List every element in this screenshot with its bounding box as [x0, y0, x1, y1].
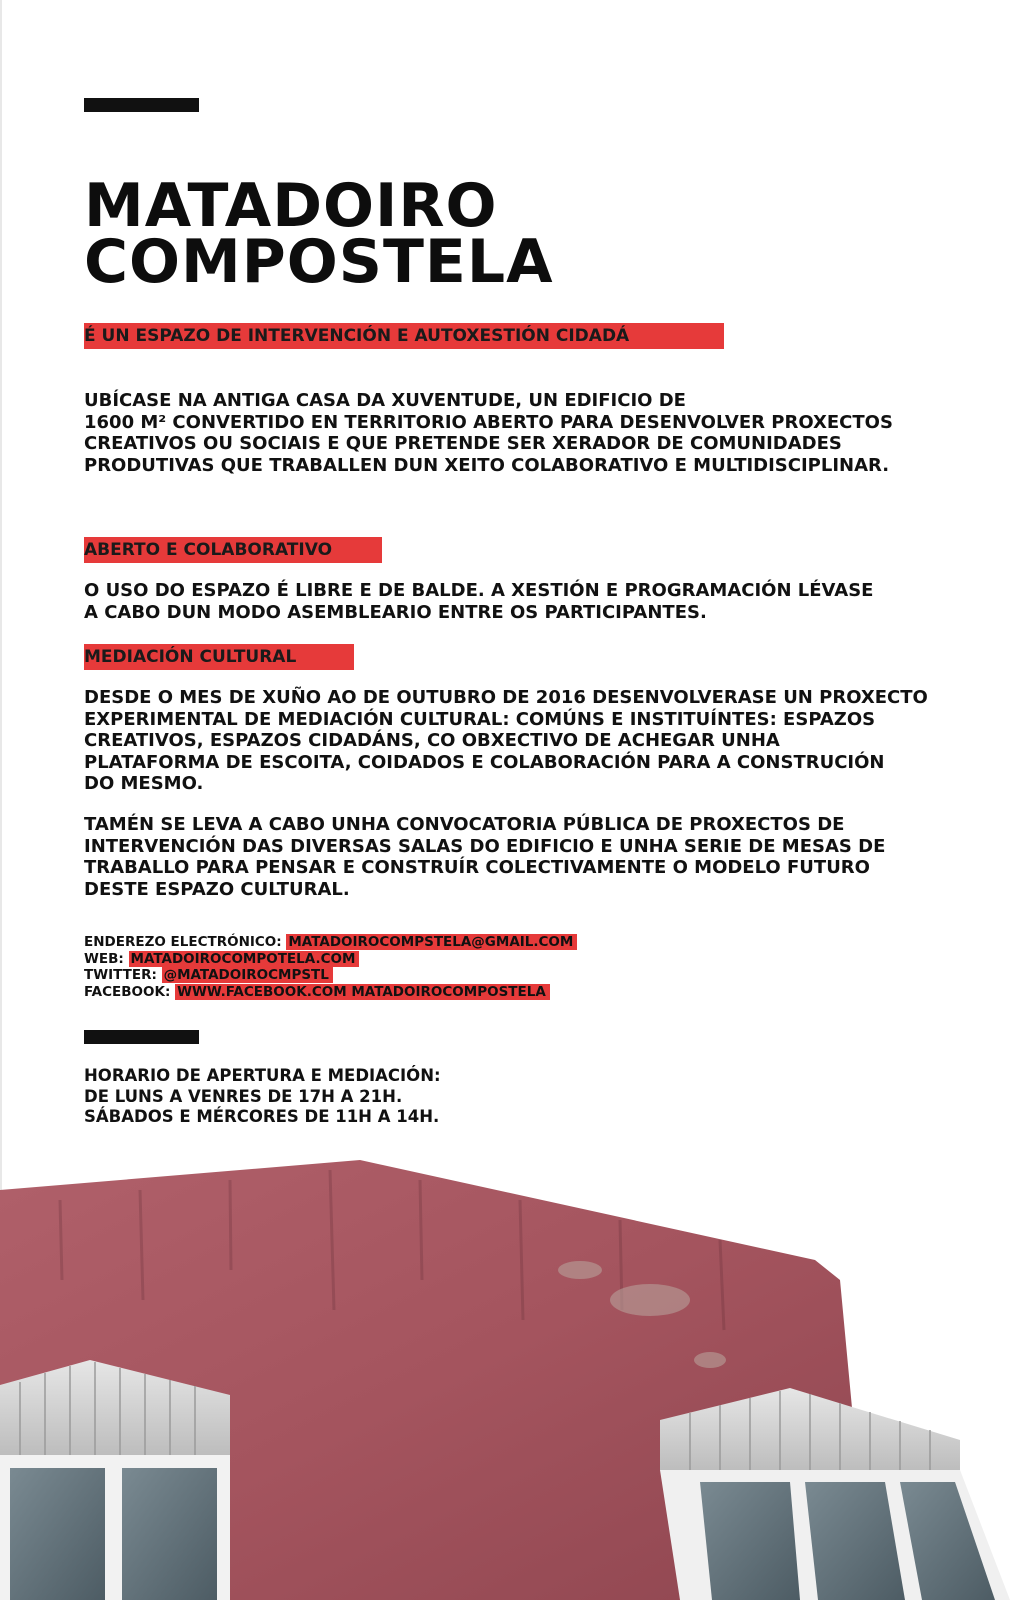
title-line-1: MATADOIRO	[84, 171, 498, 241]
web-row	[84, 951, 577, 968]
hours-line: SÁBADOS E MÉRCORES DE 11H A 14H.	[84, 1107, 440, 1126]
page-title	[84, 171, 554, 297]
section-heading-mediacion: MEDIACIÓN CULTURAL	[84, 644, 354, 670]
facebook-link[interactable]: WWW.FACEBOOK.COM MATADOIROCOMPOSTELA	[175, 984, 550, 1000]
section2-line: DO MESMO.	[84, 773, 204, 794]
section1-line: A CABO DUN MODO ASEMBLEARIO ENTRE OS PARTICIPANTES.	[84, 601, 707, 623]
section2-paragraph-1	[84, 687, 964, 795]
facebook-row	[84, 984, 577, 1001]
section2-line: DESTE ESPAZO CULTURAL.	[84, 878, 350, 900]
tagline-highlight: É UN ESPAZO DE INTERVENCIÓN E AUTOXESTIÓN CIDADÁ	[84, 323, 724, 349]
section2-line: TAMÉN SE LEVA A CABO UNHA CONVOCATORIA PÚBLICA DE PROXECTOS DE	[84, 814, 845, 835]
section-heading-aberto: ABERTO E COLABORATIVO	[84, 537, 382, 563]
intro-line: UBÍCASE NA ANTIGA CASA DA XUVENTUDE, UN EDIFICIO DE	[84, 390, 686, 411]
intro-line: PRODUTIVAS QUE TRABALLEN DUN XEITO COLABORATIVO E MULTIDISCIPLINAR.	[84, 454, 890, 476]
email-label: ENDEREZO ELECTRÓNICO:	[84, 934, 282, 950]
opening-hours	[84, 1066, 441, 1128]
twitter-label: TWITTER:	[84, 967, 157, 983]
section1-paragraph	[84, 580, 964, 623]
section1-line: O USO DO ESPAZO É LIBRE E DE BALDE. A XESTIÓN E PROGRAMACIÓN LÉVASE	[84, 580, 874, 601]
section2-line: EXPERIMENTAL DE MEDIACIÓN CULTURAL: COMÚNS E INSTITUÍNTES: ESPAZOS	[84, 708, 876, 730]
section2-paragraph-2	[84, 814, 964, 900]
building-photo	[0, 1160, 1025, 1600]
hours-line: HORARIO DE APERTURA E MEDIACIÓN:	[84, 1066, 441, 1085]
twitter-link[interactable]: @MATADOIROCMPSTL	[162, 967, 333, 983]
section2-line: PLATAFORMA DE ESCOITA, COIDADOS E COLABORACIÓN PARA A CONSTRUCIÓN	[84, 751, 885, 773]
email-link[interactable]: MATADOIROCOMPSTELA@GMAIL.COM	[286, 934, 577, 950]
intro-paragraph	[84, 390, 964, 476]
intro-line: CREATIVOS OU SOCIAIS E QUE PRETENDE SER XERADOR DE COMUNIDADES	[84, 433, 842, 454]
twitter-row	[84, 967, 577, 984]
top-black-bar	[84, 98, 199, 112]
section2-line: DESDE O MES DE XUÑO AO DE OUTUBRO DE 2016 DESENVOLVERASE UN PROXECTO	[84, 687, 928, 708]
intro-line: 1600 M² CONVERTIDO EN TERRITORIO ABERTO PARA DESENVOLVER PROXECTOS	[84, 411, 893, 433]
section2-line: INTERVENCIÓN DAS DIVERSAS SALAS DO EDIFICIO E UNHA SERIE DE MESAS DE	[84, 835, 886, 857]
section2-line: TRABALLO PARA PENSAR E CONSTRUÍR COLECTIVAMENTE O MODELO FUTURO	[84, 857, 870, 878]
facebook-label: FACEBOOK:	[84, 983, 171, 1000]
left-dormer	[0, 1360, 230, 1600]
web-label: WEB:	[84, 950, 124, 967]
divider-black-bar	[84, 1030, 199, 1044]
hours-line: DE LUNS A VENRES DE 17H A 21H.	[84, 1086, 403, 1106]
right-dormer	[660, 1388, 1010, 1600]
title-line-2: COMPOSTELA	[84, 227, 554, 297]
contact-block	[84, 934, 577, 1000]
web-link[interactable]: MATADOIROCOMPOTELA.COM	[129, 951, 360, 967]
section2-line: CREATIVOS, ESPAZOS CIDADÁNS, CO OBXECTIVO DE ACHEGAR UNHA	[84, 730, 780, 751]
email-row	[84, 934, 577, 951]
